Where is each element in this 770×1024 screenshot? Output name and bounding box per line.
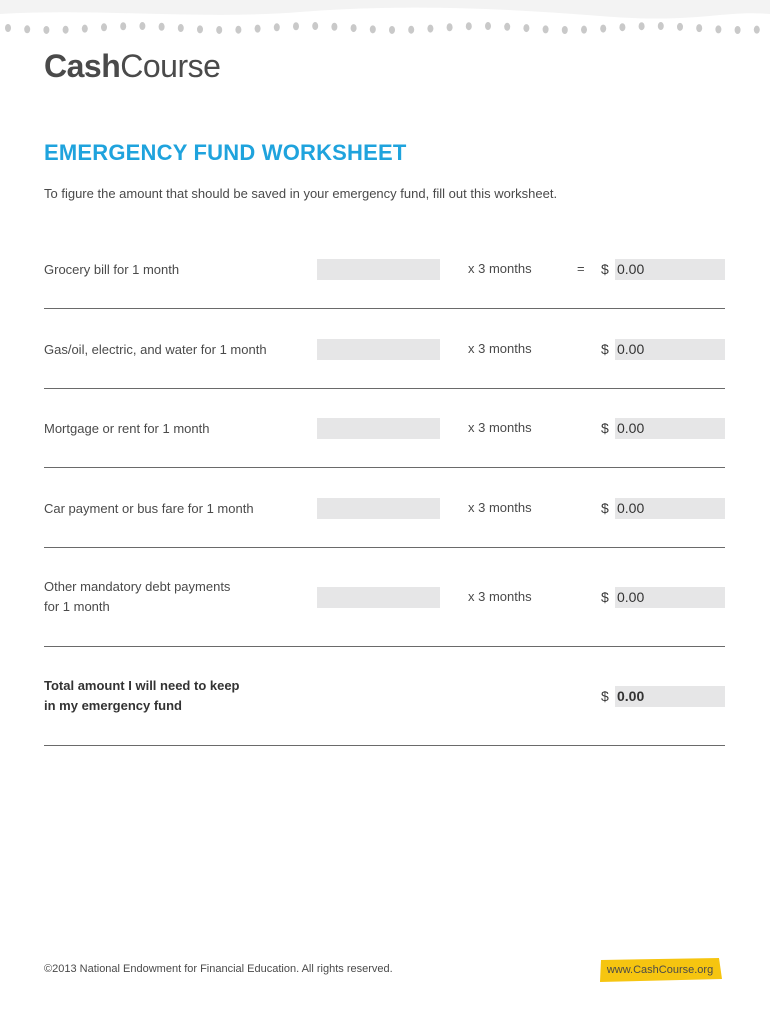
grocery-input[interactable] xyxy=(317,259,440,280)
decorative-dot xyxy=(255,25,261,33)
intro-text: To figure the amount that should be saved in your emergency fund, fill out this worksheet. xyxy=(44,186,558,201)
decorative-dot xyxy=(677,23,683,31)
decorative-dot xyxy=(389,26,395,34)
decorative-dot xyxy=(658,22,664,30)
row-divider xyxy=(44,388,725,389)
decorative-dot xyxy=(120,22,126,30)
equals-sign: = xyxy=(577,261,585,276)
dollar-sign: $ xyxy=(601,500,609,516)
total-label-line1: Total amount I will need to keep xyxy=(44,678,240,693)
decorative-dot xyxy=(370,25,376,33)
dollar-sign: $ xyxy=(601,261,609,277)
decorative-dot xyxy=(101,23,107,31)
row-divider xyxy=(44,547,725,548)
decorative-dot xyxy=(312,22,318,30)
total-label-line2: in my emergency fund xyxy=(44,698,182,713)
decorative-dot xyxy=(139,22,145,30)
row-label-line1: Other mandatory debt payments xyxy=(44,579,231,594)
decorative-dot xyxy=(427,25,433,33)
decorative-dot xyxy=(754,26,760,34)
decorative-dot xyxy=(178,24,184,32)
logo-cash: Cash xyxy=(44,48,121,84)
decorative-dot xyxy=(331,23,337,31)
decorative-dot xyxy=(351,24,357,32)
decorative-dot xyxy=(619,23,625,31)
car-total-field[interactable]: 0.00 xyxy=(615,498,725,519)
row-label: Grocery bill for 1 month xyxy=(44,262,180,277)
row-divider xyxy=(44,745,725,746)
decorative-dot xyxy=(235,26,241,34)
decorative-dot xyxy=(447,23,453,31)
decorative-dot xyxy=(735,26,741,34)
decorative-dot xyxy=(5,24,11,32)
mortgage-total-field[interactable]: 0.00 xyxy=(615,418,725,439)
dollar-sign: $ xyxy=(601,341,609,357)
row-label: Car payment or bus fare for 1 month xyxy=(44,501,254,516)
multiplier-label: x 3 months xyxy=(468,500,532,515)
multiplier-label: x 3 months xyxy=(468,261,532,276)
row-divider xyxy=(44,646,725,647)
decorative-dot xyxy=(581,26,587,34)
row-label: Mortgage or rent for 1 month xyxy=(44,421,210,436)
decorative-dot xyxy=(715,25,721,33)
debt-total-field[interactable]: 0.00 xyxy=(615,587,725,608)
decorative-dot xyxy=(543,25,549,33)
dollar-sign: $ xyxy=(601,688,609,704)
multiplier-label: x 3 months xyxy=(468,341,532,356)
row-label: Gas/oil, electric, and water for 1 month xyxy=(44,342,267,357)
decorative-dot xyxy=(562,26,568,34)
dollar-sign: $ xyxy=(601,420,609,436)
decorative-dot xyxy=(274,23,280,31)
dollar-sign: $ xyxy=(601,589,609,605)
decorative-dot xyxy=(600,25,606,33)
decorative-dot xyxy=(466,22,472,30)
decorative-dot xyxy=(216,26,222,34)
decorative-dot xyxy=(43,26,49,34)
website-text: www.CashCourse.org xyxy=(606,964,714,976)
row-divider xyxy=(44,308,725,309)
debt-input[interactable] xyxy=(317,587,440,608)
page-title: EMERGENCY FUND WORKSHEET xyxy=(44,140,407,165)
logo-course: Course xyxy=(120,48,221,84)
decorative-dot xyxy=(293,22,299,30)
decorative-dot xyxy=(197,25,203,33)
grand-total-field[interactable]: 0.00 xyxy=(615,686,725,707)
row-label-line2: for 1 month xyxy=(44,599,110,614)
website-link[interactable] xyxy=(598,958,722,982)
decorative-dot xyxy=(408,26,414,34)
mortgage-input[interactable] xyxy=(317,418,440,439)
cashcourse-logo xyxy=(44,48,220,85)
decorative-dot xyxy=(24,25,30,33)
decorative-dot xyxy=(63,26,69,34)
decorative-dot xyxy=(504,23,510,31)
decorative-dot xyxy=(639,22,645,30)
decorative-border xyxy=(0,0,770,42)
grocery-total-field[interactable]: 0.00 xyxy=(615,259,725,280)
utilities-input[interactable] xyxy=(317,339,440,360)
multiplier-label: x 3 months xyxy=(468,589,532,604)
copyright-text: ©2013 National Endowment for Financial Education. All rights reserved. xyxy=(44,963,393,975)
decorative-dot xyxy=(159,23,165,31)
decorative-dot xyxy=(82,25,88,33)
row-divider xyxy=(44,467,725,468)
car-input[interactable] xyxy=(317,498,440,519)
decorative-dot xyxy=(485,22,491,30)
multiplier-label: x 3 months xyxy=(468,420,532,435)
decorative-dot xyxy=(523,24,529,32)
utilities-total-field[interactable]: 0.00 xyxy=(615,339,725,360)
decorative-dot xyxy=(696,24,702,32)
